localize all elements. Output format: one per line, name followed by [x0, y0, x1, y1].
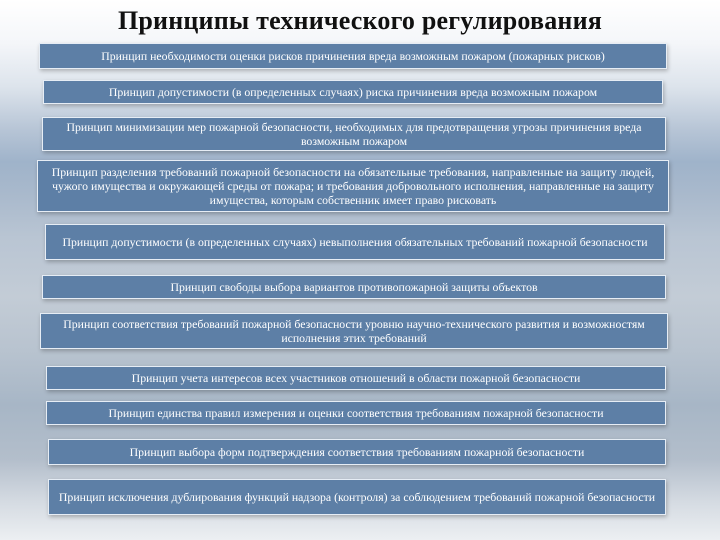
principle-box: Принцип минимизации мер пожарной безопасности, необходимых для предотвращения угрозы причинения вреда возможным пожаром — [42, 117, 666, 151]
page-title: Принципы технического регулирования — [117, 6, 603, 35]
principle-box: Принцип соответствия требований пожарной безопасности уровню научно-технического развития и возможностям исполнения этих требований — [40, 313, 668, 349]
principle-box: Принцип необходимости оценки рисков причинения вреда возможным пожаром (пожарных рисков) — [39, 43, 667, 69]
principle-box: Принцип свободы выбора вариантов противопожарной защиты объектов — [42, 275, 666, 299]
principle-box: Принцип единства правил измерения и оценки соответствия требованиям пожарной безопасности — [46, 401, 666, 425]
principle-box: Принцип учета интересов всех участников отношений в области пожарной безопасности — [46, 366, 666, 390]
principle-box: Принцип допустимости (в определенных случаях) невыполнения обязательных требований пожарной безопасности — [45, 224, 665, 260]
principle-box: Принцип исключения дублирования функций надзора (контроля) за соблюдением требований пожарной безопасности — [48, 479, 666, 515]
principle-box: Принцип выбора форм подтверждения соответствия требованиям пожарной безопасности — [48, 439, 666, 465]
principle-box: Принцип допустимости (в определенных случаях) риска причинения вреда возможным пожаром — [43, 80, 663, 104]
principle-box: Принцип разделения требований пожарной безопасности на обязательные требования, направленные на защиту людей, чужого имущества и окружающей среды от пожара; и требования добровольного исполнения, направленные на защиту имущества, которым собственник имеет право рисковать — [37, 160, 669, 212]
